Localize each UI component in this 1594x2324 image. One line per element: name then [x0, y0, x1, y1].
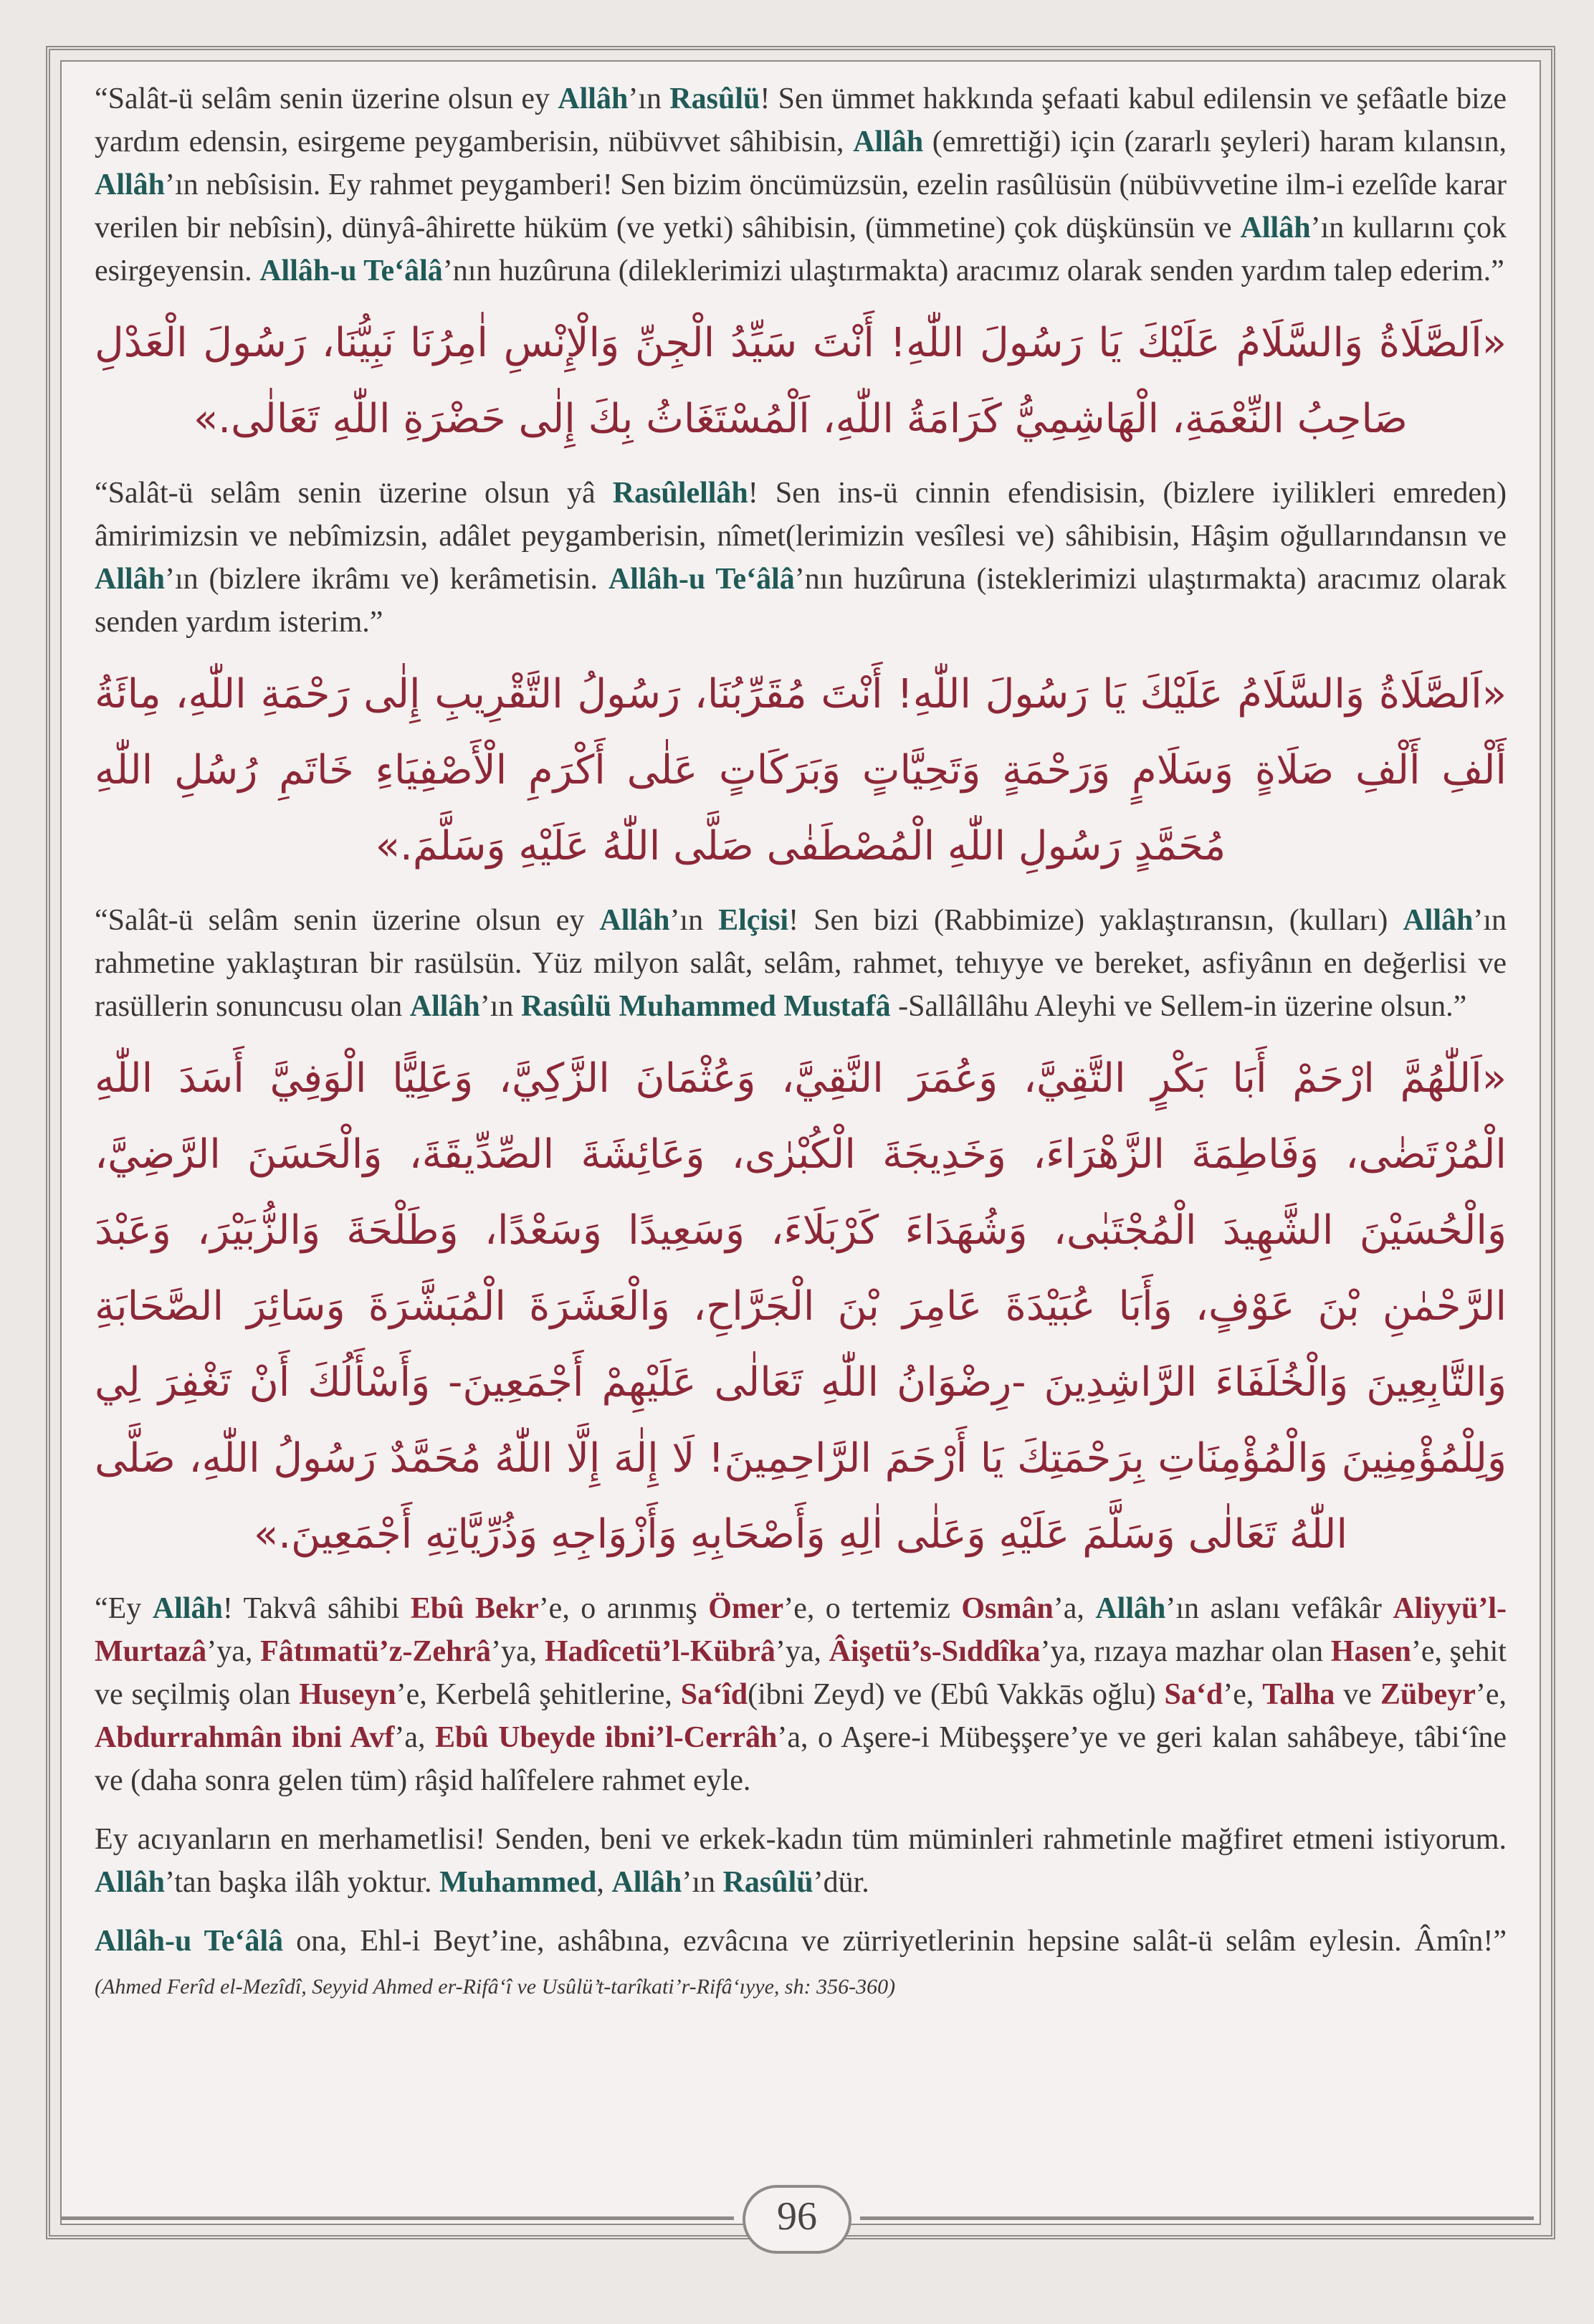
emphasis-text: Talha [1262, 1678, 1335, 1711]
emphasis-text: Allâh-u Te‘âlâ [259, 254, 443, 287]
page-number: 96 [777, 2194, 817, 2239]
emphasis-text: Ebû Ubeyde ibni’l-Cerrâh [434, 1721, 778, 1754]
text-run: (emrettiği) için (zararlı şeyleri) haram kılansın, [923, 125, 1507, 158]
emphasis-text: Aliyyü’l-Murtazâ [95, 1592, 1507, 1668]
text-run: ’ın [628, 82, 670, 115]
page-number-ornament [0, 2179, 1594, 2258]
ornament-line-right [860, 2216, 1534, 2220]
text-run: ! Sen bizi (Rabbimize) yaklaştıransın, (kulları) [788, 904, 1403, 937]
emphasis-text: Osmân [961, 1592, 1054, 1625]
text-run: -Sallâllâhu Aleyhi ve Sellem-in üzerine olsun.” [890, 990, 1467, 1023]
emphasis-text: Sa‘îd [680, 1678, 748, 1711]
emphasis-text: Âişetü’s-Sıddîka [829, 1635, 1041, 1668]
text-run: ’ya, rızaya mazhar olan [1040, 1635, 1331, 1668]
text-run: ’ın [682, 1866, 723, 1899]
text-run: ’ın rahmetine yaklaştıran bir rasülsün. Yüz milyon salât, selâm, rahmet, tehıyye ve bereket, asfiyânın en değerlisi ve rasüllerin sonuncusu olan [95, 904, 1507, 1023]
text-run: ’e, [1223, 1678, 1263, 1711]
emphasis-text: Allâh [1095, 1592, 1166, 1625]
text-run: “Salât-ü selâm senin üzerine olsun ey [95, 904, 600, 937]
text-run: ’ın aslanı vefâkâr [1165, 1592, 1393, 1625]
ornament-line-left [60, 2216, 734, 2220]
emphasis-text: Fâtımatü’z-Zehrâ [260, 1635, 492, 1668]
emphasis-text: Ömer [708, 1592, 784, 1625]
emphasis-text: Allâh [853, 125, 924, 158]
citation: (Ahmed Ferîd el-Mezîdî, Seyyid Ahmed er-Rifâ‘î ve Usûlü’t-tarîkati’r-Rifâ‘ıyye, sh: 356-360) [95, 1975, 896, 1999]
text-run: ’nın huzûruna (isteklerimizi ulaştırmakta) aracımız olarak senden yardım isterim.” [95, 563, 1507, 639]
emphasis-text: Allâh [1240, 211, 1311, 244]
text-run: ’a, o Aşere-i Mübeşşere’ye ve geri kalan sahâbeye, tâbi‘îne ve (daha sonra gelen tüm) râşid halîfelere rahmet eyle. [95, 1721, 1507, 1797]
emphasis-text: Ebû Bekr [410, 1592, 539, 1625]
emphasis-text: Rasûlü [722, 1866, 813, 1899]
emphasis-text: Allâh [152, 1592, 223, 1625]
text-run: ’ya, [775, 1635, 829, 1668]
text-run: ’ın [669, 904, 719, 937]
emphasis-text: Zübeyr [1380, 1678, 1476, 1711]
arabic-prayer-2: «اَلصَّلَاةُ وَالسَّلَامُ عَلَيْكَ يَا رَسُولَ اللّٰهِ! أَنْتَ مُقَرِّبُنَا، رَسُولُ التَّقْرِيبِ إِلٰى رَحْمَةِ اللّٰهِ، مِائَةُ أَلْفِ أَلْفِ صَلَاةٍ وَسَلَامٍ وَرَحْمَةٍ وَتَحِيَّاتٍ وَبَرَكَاتٍ عَلٰى أَكْرَمِ الْأَصْفِيَاءِ خَاتَمِ رُسُلِ اللّٰهِ مُحَمَّدٍ رَسُولِ اللّٰهِ الْمُصْطَفٰى صَلَّى اللّٰهُ عَلَيْهِ وَسَلَّمَ.» [95, 671, 1507, 870]
text-run: “Ey [95, 1592, 153, 1625]
text-run: ’nın huzûruna (dileklerimizi ulaştırmakta) aracımız olarak senden yardım talep ederim.” [442, 254, 1504, 287]
emphasis-text: Allâh [409, 990, 480, 1023]
text-run: ’e, [1475, 1678, 1507, 1711]
translation-paragraph-5 [95, 1818, 1507, 1904]
translation-paragraph-4 [95, 1587, 1507, 1802]
emphasis-text: Rasûlü [669, 82, 760, 115]
emphasis-text: Muhammed [439, 1866, 597, 1899]
text-run: ’a, [394, 1721, 435, 1754]
emphasis-text: Rasûlellâh [612, 477, 748, 510]
text-run: ! Takvâ sâhibi [222, 1592, 411, 1625]
text-run: Ey acıyanların en merhametlisi! Senden, beni ve erkek-kadın tüm müminleri rahmetinle mağfiret etmeni istiyorum. [95, 1823, 1507, 1856]
text-run: ’e, şehit ve seçilmiş olan [95, 1635, 1507, 1711]
emphasis-text: Allâh-u Te‘âlâ [608, 563, 795, 596]
emphasis-text: Allâh [95, 563, 166, 596]
arabic-prayer-1: «اَلصَّلَاةُ وَالسَّلَامُ عَلَيْكَ يَا رَسُولَ اللّٰهِ! أَنْتَ سَيِّدُ الْجِنِّ وَالْإِنْسِ اٰمِرُنَا نَبِيُّنَا، رَسُولَ الْعَدْلِ صَاحِبُ النِّعْمَةِ، الْهَاشِمِيُّ كَرَامَةُ اللّٰهِ، اَلْمُسْتَغَاثُ بِكَ إِلٰى حَضْرَةِ اللّٰهِ تَعَالٰى.» [95, 320, 1507, 442]
emphasis-text: Allâh [95, 168, 166, 201]
emphasis-text: Hasen [1330, 1635, 1411, 1668]
text-run: (ibni Zeyd) ve (Ebû Vakkās oğlu) [748, 1678, 1165, 1711]
text-run: ’ın [479, 990, 521, 1023]
text-run: ’dür. [813, 1866, 869, 1899]
text-run: , [596, 1866, 612, 1899]
text-run: ’e, o tertemiz [783, 1592, 962, 1625]
emphasis-text: Allâh [95, 1866, 166, 1899]
emphasis-text: Sa‘d [1164, 1678, 1223, 1711]
text-run: ona, Ehl-i Beyt’ine, ashâbına, ezvâcına ve zürriyetlerinin hepsine salât-ü selâm eylesin. Âmîn!” [283, 1925, 1507, 1958]
text-run: ’ın kullarını çok esirgeyensin. [95, 211, 1507, 287]
emphasis-text: Rasûlü Muhammed Mustafâ [520, 990, 891, 1023]
text-run: ! Sen ins-ü cinnin efendisisin, (bizlere iyilikleri emreden) âmirimizsin ve nebîmizsin, adâlet peygamberisin, nîmet(lerimizin vesîlesi ve) sâhibisin, Hâşim oğullarındansın ve [95, 477, 1507, 553]
text-run: ve [1335, 1678, 1380, 1711]
page-content [95, 77, 1507, 2178]
text-run: ’e, o arınmış [538, 1592, 709, 1625]
text-run: ’a, [1053, 1592, 1096, 1625]
text-run: ’ın nebîsisin. Ey rahmet peygamberi! Sen bizim öncümüzsün, ezelin rasûlüsün (nübüvvetine ilm-i ezelîde karar verilen bir nebîsin), dünyâ-âhirette hüküm (ve yetki) sâhibisin, (ümmetine) çok düşkünsün ve [95, 168, 1507, 244]
text-run: ! Sen ümmet hakkında şefaati kabul edilensin ve şefâatle bize yardım edensin, esirgeme peygamberisin, nübüvvet sâhibisin, [95, 82, 1507, 158]
translation-paragraph-3 [95, 899, 1507, 1028]
translation-paragraph-1 [95, 77, 1507, 292]
emphasis-text: Elçisi [718, 904, 789, 937]
translation-paragraph-6 [95, 1920, 1507, 2009]
translation-paragraph-2 [95, 472, 1507, 644]
emphasis-text: Huseyn [299, 1678, 396, 1711]
emphasis-text: Allâh [558, 82, 629, 115]
emphasis-text: Hadîcetü’l-Kübrâ [544, 1635, 775, 1668]
text-run: “Salât-ü selâm senin üzerine olsun ey [95, 82, 558, 115]
text-run: ’e, Kerbelâ şehitlerine, [396, 1678, 681, 1711]
text-run: ’tan başka ilâh yoktur. [165, 1866, 440, 1899]
emphasis-text: Allâh-u Te‘âlâ [95, 1925, 284, 1958]
text-run: “Salât-ü selâm senin üzerine olsun yâ [95, 477, 613, 510]
text-run: ’ya, [491, 1635, 545, 1668]
text-run: ’ın (bizlere ikrâmı ve) kerâmetisin. [165, 563, 609, 596]
emphasis-text: Allâh [611, 1866, 682, 1899]
text-run: ’ya, [206, 1635, 261, 1668]
arabic-prayer-3: «اَللّٰهُمَّ ارْحَمْ أَبَا بَكْرٍ التَّقِيَّ، وَعُمَرَ النَّقِيَّ، وَعُثْمَانَ الزَّكِيَّ، وَعَلِيًّا الْوَفِيَّ أَسَدَ اللّٰهِ الْمُرْتَضٰى، وَفَاطِمَةَ الزَّهْرَاءَ، وَخَدِيجَةَ الْكُبْرٰى، وَعَائِشَةَ الصِّدِّيقَةَ، وَالْحَسَنَ الرَّضِيَّ، وَالْحُسَيْنَ الشَّهِيدَ الْمُجْتَبٰى، وَشُهَدَاءَ كَرْبَلَاءَ، وَسَعِيدًا وَسَعْدًا، وَطَلْحَةَ وَالزُّبَيْرَ، وَعَبْدَ الرَّحْمٰنِ بْنَ عَوْفٍ، وَأَبَا عُبَيْدَةَ عَامِرَ بْنَ الْجَرَّاحِ، وَالْعَشَرَةَ الْمُبَشَّرَةَ وَسَائِرَ الصَّحَابَةِ وَالتَّابِعِينَ وَالْخُلَفَاءَ الرَّاشِدِينَ -رِضْوَانُ اللّٰهِ تَعَالٰى عَلَيْهِمْ أَجْمَعِينَ- وَأَسْأَلُكَ أَنْ تَغْفِرَ لِي وَلِلْمُؤْمِنِينَ وَالْمُؤْمِنَاتِ بِرَحْمَتِكَ يَا أَرْحَمَ الرَّاحِمِينَ! لَا إِلٰهَ إِلَّا اللّٰهُ مُحَمَّدٌ رَسُولُ اللّٰهِ، صَلَّى اللّٰهُ تَعَالٰى وَسَلَّمَ عَلَيْهِ وَعَلٰى اٰلِهِ وَأَصْحَابِهِ وَأَزْوَاجِهِ وَذُرِّيَّاتِهِ أَجْمَعِينَ.» [95, 1055, 1507, 1558]
emphasis-text: Abdurrahmân ibni Avf [95, 1721, 395, 1754]
emphasis-text: Allâh [1403, 904, 1474, 937]
emphasis-text: Allâh [599, 904, 670, 937]
